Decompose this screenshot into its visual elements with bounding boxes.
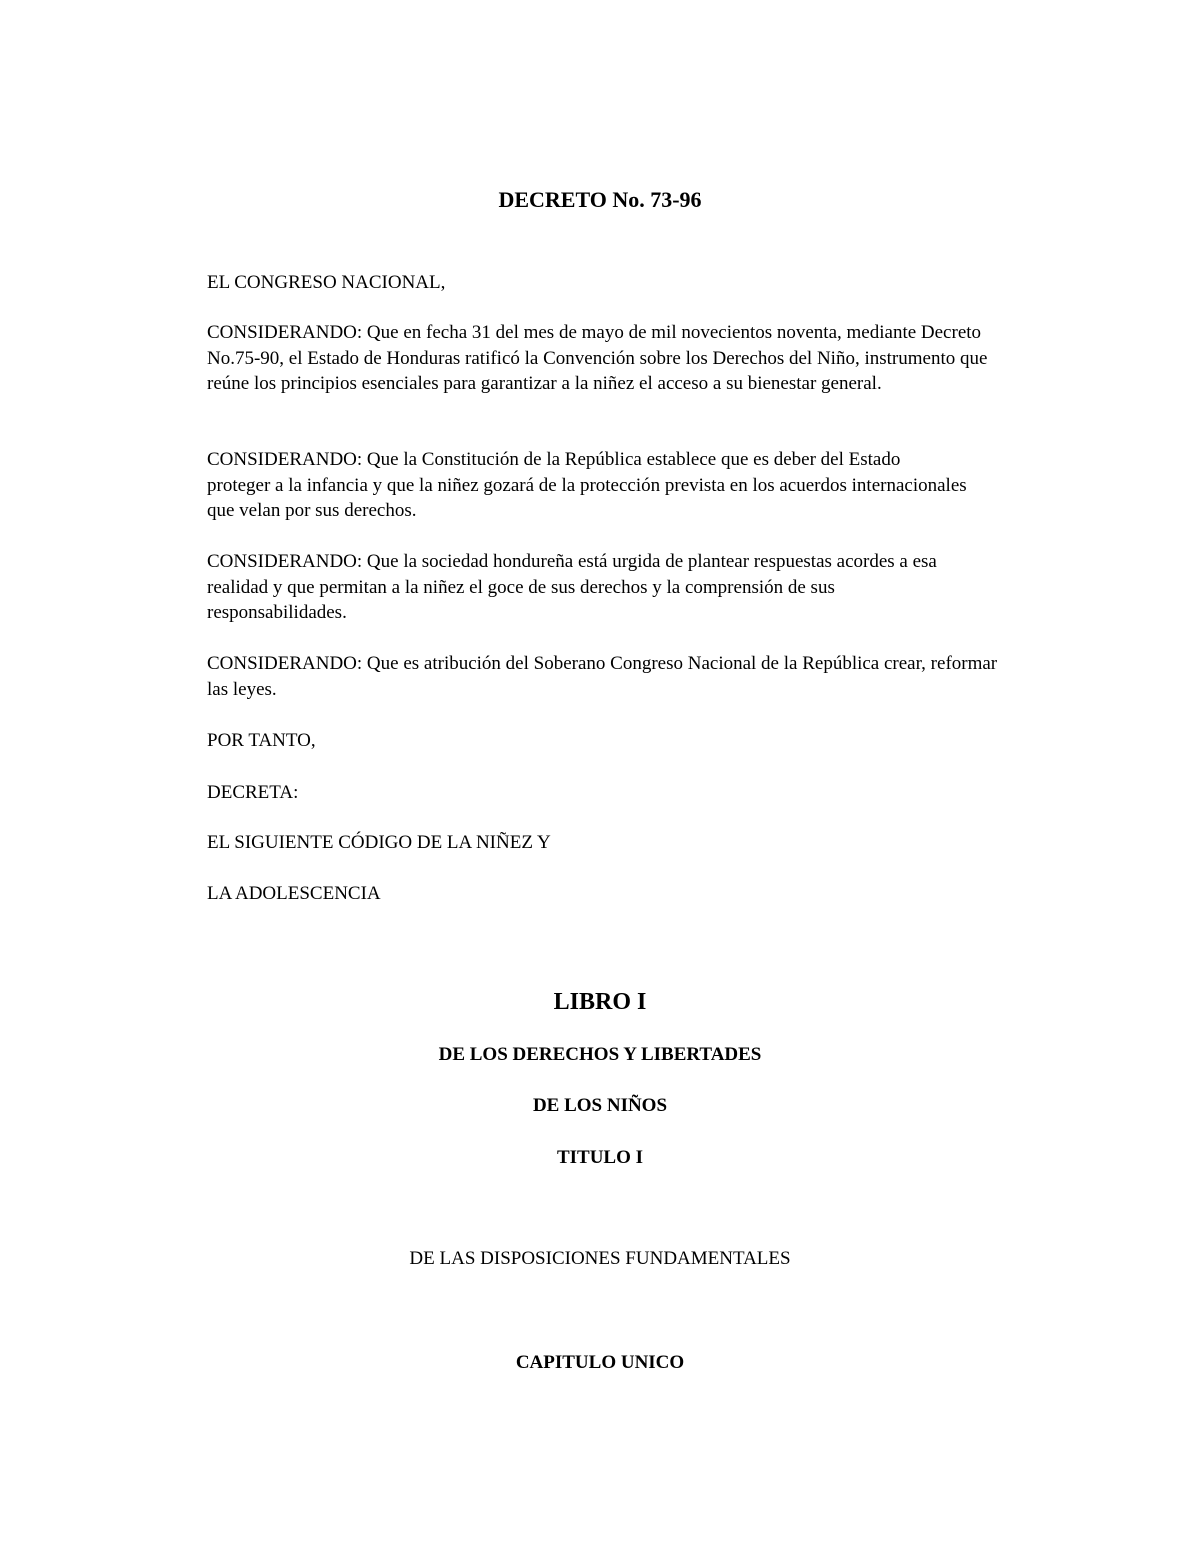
capitulo-heading: CAPITULO UNICO: [515, 1352, 685, 1373]
considerando-3: [207, 549, 967, 626]
considerando-4: [207, 651, 1007, 702]
codigo-title-line-2: LA ADOLESCENCIA: [207, 883, 381, 904]
titulo-subtitle: DE LAS DISPOSICIONES FUNDAMENTALES: [409, 1248, 791, 1269]
por-tanto: POR TANTO,: [207, 730, 316, 751]
considerando-text: CONSIDERANDO: Que es atribución del Soberano Congreso Nacional de la República crear, reformar las leyes.: [207, 653, 998, 700]
intro-line: EL CONGRESO NACIONAL,: [207, 272, 446, 293]
considerando-text: CONSIDERANDO: Que en fecha 31 del mes de mayo de mil novecientos noventa, mediante Decreto No.75-90, el Estado de Honduras ratificó la Convención sobre los Derechos del Niño, instrumento que reúne los principios esenciales para garantizar a la niñez el acceso a su bienestar general.: [207, 322, 988, 394]
decreta: DECRETA:: [207, 782, 299, 803]
considerando-text: CONSIDERANDO: Que la sociedad hondureña está urgida de plantear respuestas acordes a esa realidad y que permitan a la niñez el goce de sus derechos y la comprensión de sus responsabilidades.: [207, 551, 937, 623]
considerando-1: [207, 320, 997, 397]
considerando-text: CONSIDERANDO: Que la Constitución de la República establece que es deber del Estado proteger a la infancia y que la niñez gozará de la protección prevista en los acuerdos internacionales que velan por sus derechos.: [207, 449, 967, 521]
considerando-2: [207, 447, 967, 524]
libro-heading: LIBRO I: [553, 989, 647, 1015]
codigo-title-line-1: EL SIGUIENTE CÓDIGO DE LA NIÑEZ Y: [207, 832, 551, 853]
libro-subtitle-line-1: DE LOS DERECHOS Y LIBERTADES: [438, 1044, 762, 1065]
titulo-heading: TITULO I: [556, 1147, 644, 1168]
libro-subtitle-line-2: DE LOS NIÑOS: [532, 1095, 668, 1116]
decree-title: DECRETO No. 73-96: [498, 187, 702, 212]
